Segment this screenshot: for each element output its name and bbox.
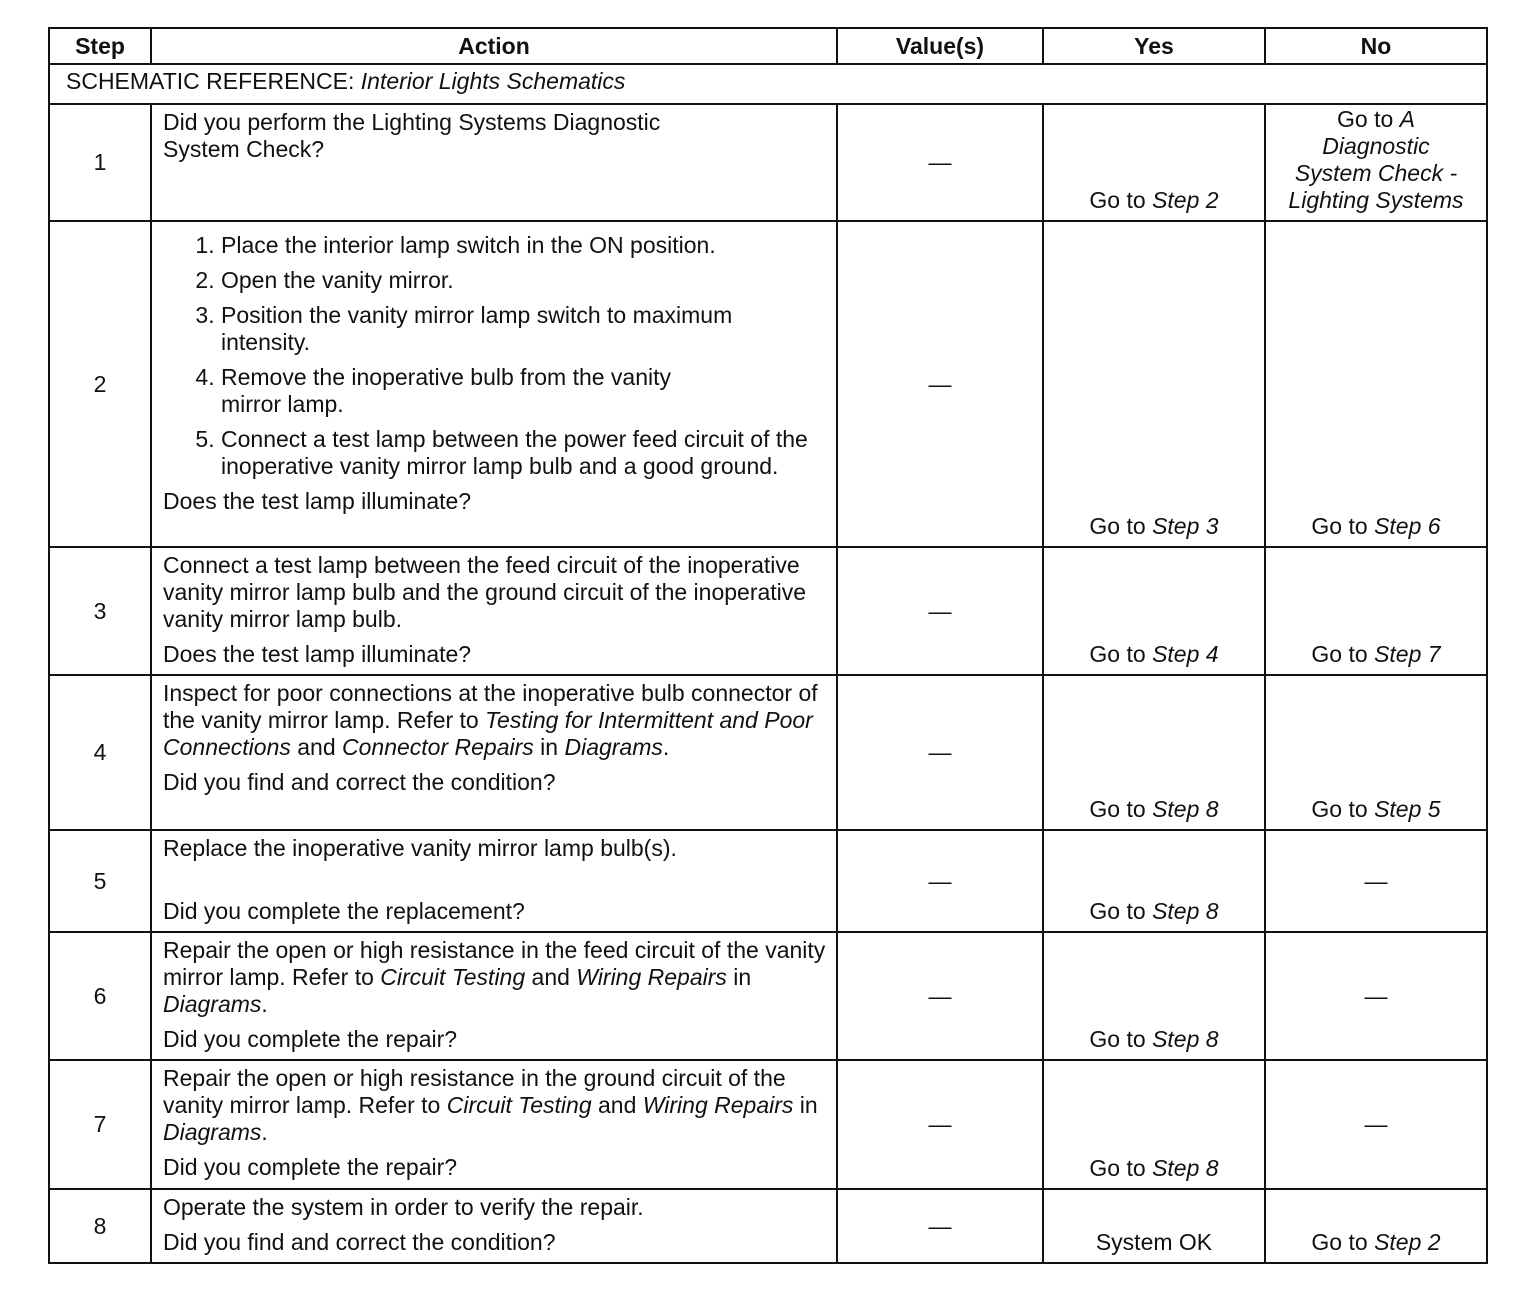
reference-link[interactable]: Connector Repairs bbox=[342, 734, 534, 760]
no-dash: — bbox=[1364, 982, 1388, 1009]
step-number: 2 bbox=[49, 221, 151, 547]
value-dash: — bbox=[928, 597, 952, 624]
yes-link[interactable]: Step 4 bbox=[1152, 641, 1219, 667]
action-text bbox=[163, 1065, 828, 1146]
yes-cell bbox=[1043, 1189, 1265, 1263]
value-dash: — bbox=[928, 1212, 952, 1239]
yes-cell bbox=[1043, 675, 1265, 830]
yes-prefix: Go to bbox=[1089, 641, 1146, 667]
action-question: Does the test lamp illuminate? bbox=[163, 641, 472, 667]
reference-link[interactable]: Testing for Intermittent and Poor Connections bbox=[163, 707, 813, 760]
step-number: 7 bbox=[49, 1060, 151, 1189]
action-text: Connect a test lamp between the feed circuit of the inoperative vanity mirror lamp bulb and the ground circuit of the inoperative vanity mirror lamp bulb. bbox=[163, 552, 807, 632]
reference-link[interactable]: Diagrams bbox=[163, 1119, 262, 1145]
action-text: Operate the system in order to verify the repair. bbox=[163, 1194, 644, 1220]
yes-prefix: Go to bbox=[1089, 513, 1146, 539]
value-cell bbox=[837, 547, 1043, 675]
procedure-item: 1. Place the interior lamp switch in the ON position. bbox=[221, 232, 828, 259]
no-cell bbox=[1265, 547, 1487, 675]
yes-prefix: Go to bbox=[1089, 1026, 1146, 1052]
schematic-reference bbox=[49, 64, 1487, 104]
value-cell bbox=[837, 1060, 1043, 1189]
value-dash: — bbox=[928, 867, 952, 894]
no-cell bbox=[1265, 675, 1487, 830]
reference-link[interactable]: Wiring Repairs bbox=[576, 964, 727, 990]
no-link[interactable]: Diagnostic bbox=[1322, 133, 1430, 159]
no-dash: — bbox=[1364, 1111, 1388, 1137]
action-cell bbox=[151, 547, 837, 675]
step-number: 1 bbox=[49, 104, 151, 221]
value-dash: — bbox=[928, 370, 952, 397]
yes-cell bbox=[1043, 830, 1265, 932]
no-link[interactable]: Step 2 bbox=[1374, 1229, 1441, 1255]
value-cell bbox=[837, 104, 1043, 221]
reference-row bbox=[49, 64, 1487, 104]
action-text bbox=[163, 680, 828, 761]
step-number: 6 bbox=[49, 932, 151, 1060]
yes-link[interactable]: Step 8 bbox=[1152, 898, 1219, 924]
no-prefix: Go to bbox=[1311, 641, 1368, 667]
action-text-part: . bbox=[261, 1119, 268, 1145]
no-cell bbox=[1265, 1060, 1487, 1189]
procedure-item: 4. Remove the inoperative bulb from the vanity mirror lamp. bbox=[221, 364, 731, 418]
action-cell bbox=[151, 830, 837, 932]
no-link[interactable]: Step 7 bbox=[1374, 641, 1441, 667]
yes-cell bbox=[1043, 932, 1265, 1060]
no-cell bbox=[1265, 830, 1487, 932]
table-row bbox=[49, 932, 1487, 1060]
table-row bbox=[49, 1060, 1487, 1189]
action-text-part: . bbox=[261, 991, 268, 1017]
no-link[interactable]: Lighting Systems bbox=[1288, 187, 1464, 213]
action-question: Did you complete the repair? bbox=[163, 1026, 458, 1052]
no-cell bbox=[1265, 1189, 1487, 1263]
action-text-part: and bbox=[525, 964, 577, 990]
value-cell bbox=[837, 932, 1043, 1060]
no-cell bbox=[1265, 221, 1487, 547]
value-cell bbox=[837, 221, 1043, 547]
action-cell bbox=[151, 221, 837, 547]
yes-link[interactable]: Step 3 bbox=[1152, 513, 1219, 539]
value-dash: — bbox=[928, 739, 952, 765]
yes-link[interactable]: Step 8 bbox=[1152, 796, 1219, 822]
value-cell bbox=[837, 830, 1043, 932]
header-action: Action bbox=[151, 28, 837, 64]
action-text bbox=[163, 937, 828, 1018]
header-values: Value(s) bbox=[837, 28, 1043, 64]
reference-link[interactable]: Circuit Testing bbox=[380, 964, 526, 990]
procedure-item: 3. Position the vanity mirror lamp switch to maximum intensity. bbox=[221, 302, 791, 356]
action-cell bbox=[151, 104, 837, 221]
table-row bbox=[49, 221, 1487, 547]
diagnostic-table bbox=[48, 27, 1488, 1264]
action-cell bbox=[151, 1189, 837, 1263]
action-text-part: in bbox=[726, 964, 752, 990]
procedure-item: 5. Connect a test lamp between the power feed circuit of the inoperative vanity mirror lamp bulb and a good ground. bbox=[221, 426, 828, 480]
no-link[interactable]: A bbox=[1399, 106, 1415, 132]
yes-cell bbox=[1043, 104, 1265, 221]
yes-link[interactable]: Step 8 bbox=[1152, 1155, 1219, 1181]
action-cell bbox=[151, 1060, 837, 1189]
step-number: 5 bbox=[49, 830, 151, 932]
yes-text: System OK bbox=[1095, 1229, 1213, 1255]
value-dash: — bbox=[928, 1111, 952, 1137]
action-cell bbox=[151, 675, 837, 830]
header-yes: Yes bbox=[1043, 28, 1265, 64]
action-text-part: in bbox=[533, 734, 565, 760]
action-text-part: in bbox=[793, 1092, 818, 1118]
reference-link[interactable]: Diagrams bbox=[564, 734, 663, 760]
action-question: Did you find and correct the condition? bbox=[163, 769, 556, 795]
table-row bbox=[49, 547, 1487, 675]
reference-link[interactable]: Diagrams bbox=[163, 991, 262, 1017]
procedure-item: 2. Open the vanity mirror. bbox=[221, 267, 828, 294]
no-link[interactable]: System Check - bbox=[1294, 160, 1458, 186]
table-row bbox=[49, 1189, 1487, 1263]
yes-link[interactable]: Step 2 bbox=[1152, 187, 1219, 213]
table-row bbox=[49, 104, 1487, 221]
reference-link[interactable]: Wiring Repairs bbox=[642, 1092, 794, 1118]
action-question: Did you complete the repair? bbox=[163, 1154, 458, 1180]
table-row bbox=[49, 675, 1487, 830]
yes-prefix: Go to bbox=[1089, 796, 1146, 822]
no-prefix: Go to bbox=[1311, 513, 1368, 539]
yes-cell bbox=[1043, 1060, 1265, 1189]
action-cell bbox=[151, 932, 837, 1060]
reference-label: SCHEMATIC REFERENCE: bbox=[66, 68, 355, 94]
no-prefix: Go to bbox=[1337, 106, 1394, 132]
table-row bbox=[49, 830, 1487, 932]
no-link[interactable]: Step 5 bbox=[1374, 796, 1441, 822]
no-dash: — bbox=[1364, 867, 1388, 894]
procedure-list bbox=[163, 232, 828, 480]
no-prefix: Go to bbox=[1311, 1229, 1368, 1255]
value-dash: — bbox=[928, 982, 952, 1009]
action-text-part: Inspect for poor connections at the inoperative bulb connector of the vanity mirror lamp. Refer to bbox=[163, 680, 818, 733]
action-text-part: . bbox=[662, 734, 670, 760]
header-row bbox=[49, 28, 1487, 64]
step-number: 4 bbox=[49, 675, 151, 830]
action-question: Did you complete the replacement? bbox=[163, 898, 525, 924]
yes-prefix: Go to bbox=[1089, 1155, 1146, 1181]
no-prefix: Go to bbox=[1311, 796, 1368, 822]
yes-prefix: Go to bbox=[1089, 898, 1146, 924]
yes-link[interactable]: Step 8 bbox=[1152, 1026, 1219, 1052]
action-text-part: Repair the open or high resistance in the ground circuit of the vanity mirror lamp. Refer to bbox=[163, 1065, 786, 1118]
reference-link[interactable]: Interior Lights Schematics bbox=[360, 68, 626, 94]
value-cell bbox=[837, 1189, 1043, 1263]
reference-link[interactable]: Circuit Testing bbox=[446, 1092, 592, 1118]
step-number: 8 bbox=[49, 1189, 151, 1263]
no-cell bbox=[1265, 104, 1487, 221]
action-question: Did you find and correct the condition? bbox=[163, 1229, 556, 1255]
action-text-part: and bbox=[290, 734, 343, 760]
no-link[interactable]: Step 6 bbox=[1374, 513, 1441, 539]
value-cell bbox=[837, 675, 1043, 830]
value-dash: — bbox=[928, 149, 952, 175]
step-number: 3 bbox=[49, 547, 151, 675]
yes-cell bbox=[1043, 547, 1265, 675]
yes-cell bbox=[1043, 221, 1265, 547]
header-no: No bbox=[1265, 28, 1487, 64]
action-text: Did you perform the Lighting Systems Diagnostic System Check? bbox=[163, 109, 661, 162]
action-text-part: Repair the open or high resistance in the feed circuit of the vanity mirror lamp. Refer to bbox=[163, 937, 826, 990]
action-text: Replace the inoperative vanity mirror lamp bulb(s). bbox=[163, 835, 677, 861]
yes-prefix: Go to bbox=[1089, 187, 1146, 213]
no-cell bbox=[1265, 932, 1487, 1060]
action-question: Does the test lamp illuminate? bbox=[163, 488, 472, 514]
action-text-part: and bbox=[591, 1092, 643, 1118]
header-step: Step bbox=[49, 28, 151, 64]
